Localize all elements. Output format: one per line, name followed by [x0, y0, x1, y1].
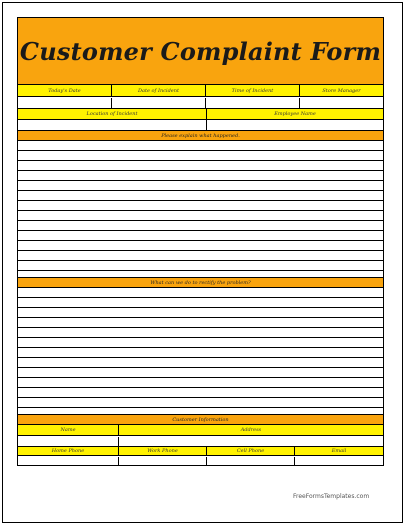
- date-input-row: [18, 98, 383, 108]
- date-of-incident-field[interactable]: [112, 98, 206, 108]
- employee-name-label: Employee Name: [274, 111, 316, 117]
- time-of-incident-label: Time of Incident: [206, 85, 300, 96]
- store-manager-field[interactable]: [300, 98, 383, 108]
- location-header-row: [18, 108, 383, 120]
- footer-watermark: FreeFormsTemplates.com: [293, 493, 370, 500]
- todays-date-label: Today's Date: [18, 85, 112, 96]
- email-field[interactable]: [295, 457, 383, 466]
- customer-info-header: Customer Information: [18, 414, 383, 425]
- explain-section-header: Please explain what happened.: [18, 130, 383, 141]
- employee-name-field[interactable]: [207, 120, 383, 130]
- rectify-section-header: What can we do to rectify the problem?: [18, 277, 383, 288]
- address-field[interactable]: [119, 437, 383, 446]
- customer-name-header-row: [18, 425, 383, 436]
- title-banner: [18, 18, 383, 85]
- work-phone-label: Work Phone: [119, 447, 207, 455]
- form-page: [2, 2, 403, 523]
- name-field[interactable]: [18, 437, 119, 446]
- home-phone-field[interactable]: [18, 457, 119, 466]
- form-title: Customer Complaint Form: [19, 36, 382, 66]
- home-phone-label: Home Phone: [18, 447, 119, 455]
- store-manager-label: Store Manager: [322, 87, 361, 94]
- todays-date-field[interactable]: [18, 98, 112, 108]
- date-of-incident-label: Date of Incident: [112, 85, 206, 96]
- location-of-incident-field[interactable]: [18, 120, 207, 130]
- customer-name-input-row: [18, 437, 383, 447]
- name-label: Name: [18, 425, 119, 435]
- location-input-row: [18, 120, 383, 130]
- email-label: Email: [331, 448, 347, 454]
- work-phone-field[interactable]: [119, 457, 207, 466]
- date-header-row: [18, 85, 383, 97]
- time-of-incident-field[interactable]: [206, 98, 300, 108]
- customer-phone-input-row: [18, 457, 383, 466]
- address-label: Address: [240, 427, 262, 433]
- cell-phone-label: Cell Phone: [207, 447, 295, 455]
- explain-lines[interactable]: [18, 141, 383, 281]
- location-of-incident-label: Location of Incident: [18, 109, 207, 119]
- cell-phone-field[interactable]: [207, 457, 295, 466]
- customer-phone-header-row: [18, 447, 383, 456]
- rectify-lines[interactable]: [18, 288, 383, 428]
- form-frame: [17, 17, 384, 466]
